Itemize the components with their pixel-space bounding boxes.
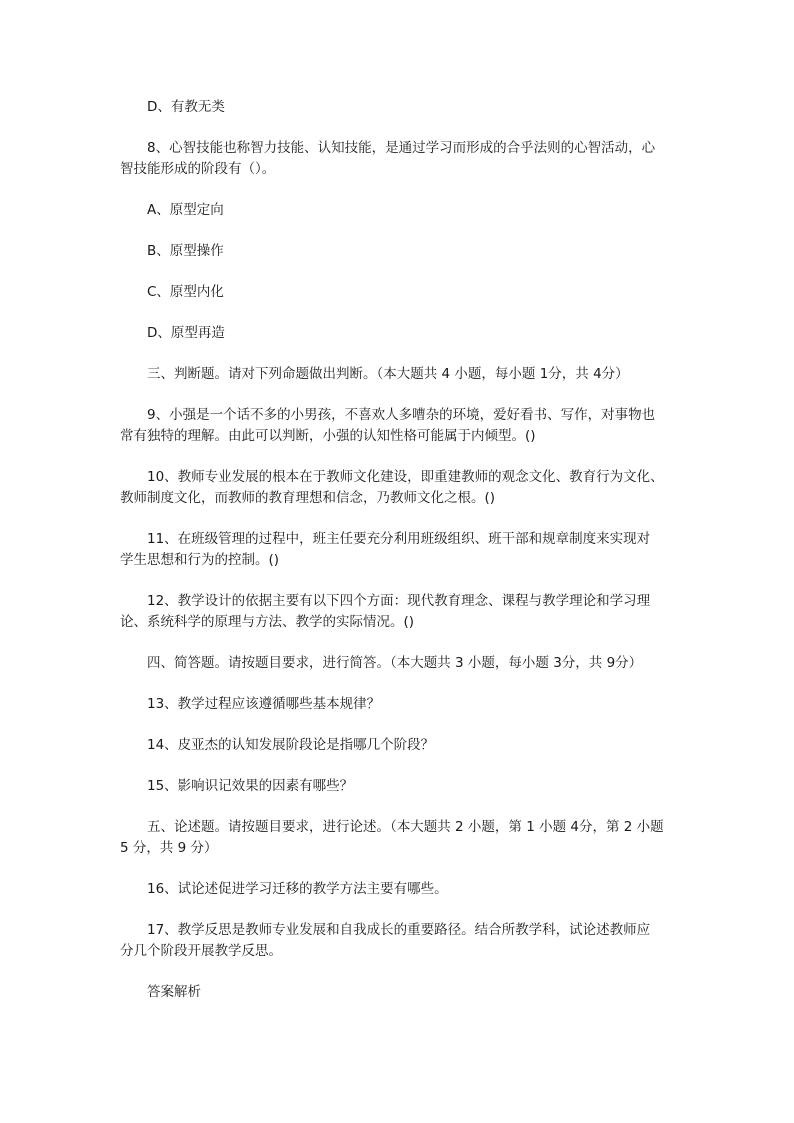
text-line: D、原型再造 <box>147 325 225 341</box>
text-line: 答案解析 <box>147 984 201 1000</box>
paragraph <box>120 241 690 262</box>
paragraph <box>120 879 690 900</box>
paragraph <box>120 694 690 715</box>
paragraph <box>120 920 690 962</box>
text-line: 16、试论述促进学习迁移的教学方法主要有哪些。 <box>147 881 448 897</box>
text-line: 五、论述题。请按题目要求，进行论述。（本大题共 2 小题，第 1 小题 4分，第 2 小题 <box>147 819 664 835</box>
document-body <box>120 97 690 1023</box>
text-line: 教师制度文化，而教师的教育理想和信念，乃教师文化之根。() <box>120 490 496 506</box>
text-line: D、有教无类 <box>147 99 225 115</box>
paragraph <box>120 405 690 447</box>
text-line: 学生思想和行为的控制。() <box>120 552 280 568</box>
text-line: 三、判断题。请对下列命题做出判断。（本大题共 4 小题，每小题 1分，共 4分） <box>147 366 629 382</box>
paragraph <box>120 776 690 797</box>
paragraph <box>120 735 690 756</box>
text-line: 15、影响识记效果的因素有哪些？ <box>147 778 354 794</box>
paragraph <box>120 97 690 118</box>
text-line: A、原型定向 <box>147 202 224 218</box>
text-line: 8、心智技能也称智力技能、认知技能，是通过学习而形成的合乎法则的心智活动，心 <box>147 140 656 156</box>
text-line: 17、教学反思是教师专业发展和自我成长的重要路径。结合所教学科，试论述教师应 <box>147 922 651 938</box>
text-line: 分几个阶段开展教学反思。 <box>120 943 282 959</box>
text-line: 10、教师专业发展的根本在于教师文化建设，即重建教师的观念文化、教育行为文化、 <box>147 469 664 485</box>
paragraph <box>120 138 690 180</box>
paragraph <box>120 467 690 509</box>
paragraph <box>120 282 690 303</box>
text-line: 14、皮亚杰的认知发展阶段论是指哪几个阶段？ <box>147 737 435 753</box>
text-line: 四、简答题。请按题目要求，进行简答。（本大题共 3 小题，每小题 3分，共 9分） <box>147 655 643 671</box>
text-line: 9、小强是一个话不多的小男孩，不喜欢人多嘈杂的环境，爱好看书、写作，对事物也 <box>147 407 656 423</box>
paragraph <box>120 982 690 1003</box>
text-line: 5 分，共 9 分） <box>120 840 218 856</box>
paragraph <box>120 323 690 344</box>
text-line: 常有独特的理解。由此可以判断，小强的认知性格可能属于内倾型。() <box>120 428 536 444</box>
text-line: 论、系统科学的原理与方法、教学的实际情况。() <box>120 614 415 630</box>
text-line: B、原型操作 <box>147 243 224 259</box>
paragraph <box>120 653 690 674</box>
paragraph <box>120 817 690 859</box>
text-line: 智技能形成的阶段有（）。 <box>120 161 276 177</box>
text-line: C、原型内化 <box>147 284 224 300</box>
text-line: 12、教学设计的依据主要有以下四个方面：现代教育理念、课程与教学理论和学习理 <box>147 593 651 609</box>
paragraph <box>120 364 690 385</box>
text-line: 11、在班级管理的过程中，班主任要充分利用班级组织、班干部和规章制度来实现对 <box>147 531 651 547</box>
text-line: 13、教学过程应该遵循哪些基本规律？ <box>147 696 381 712</box>
paragraph <box>120 591 690 633</box>
paragraph <box>120 529 690 571</box>
paragraph <box>120 200 690 221</box>
